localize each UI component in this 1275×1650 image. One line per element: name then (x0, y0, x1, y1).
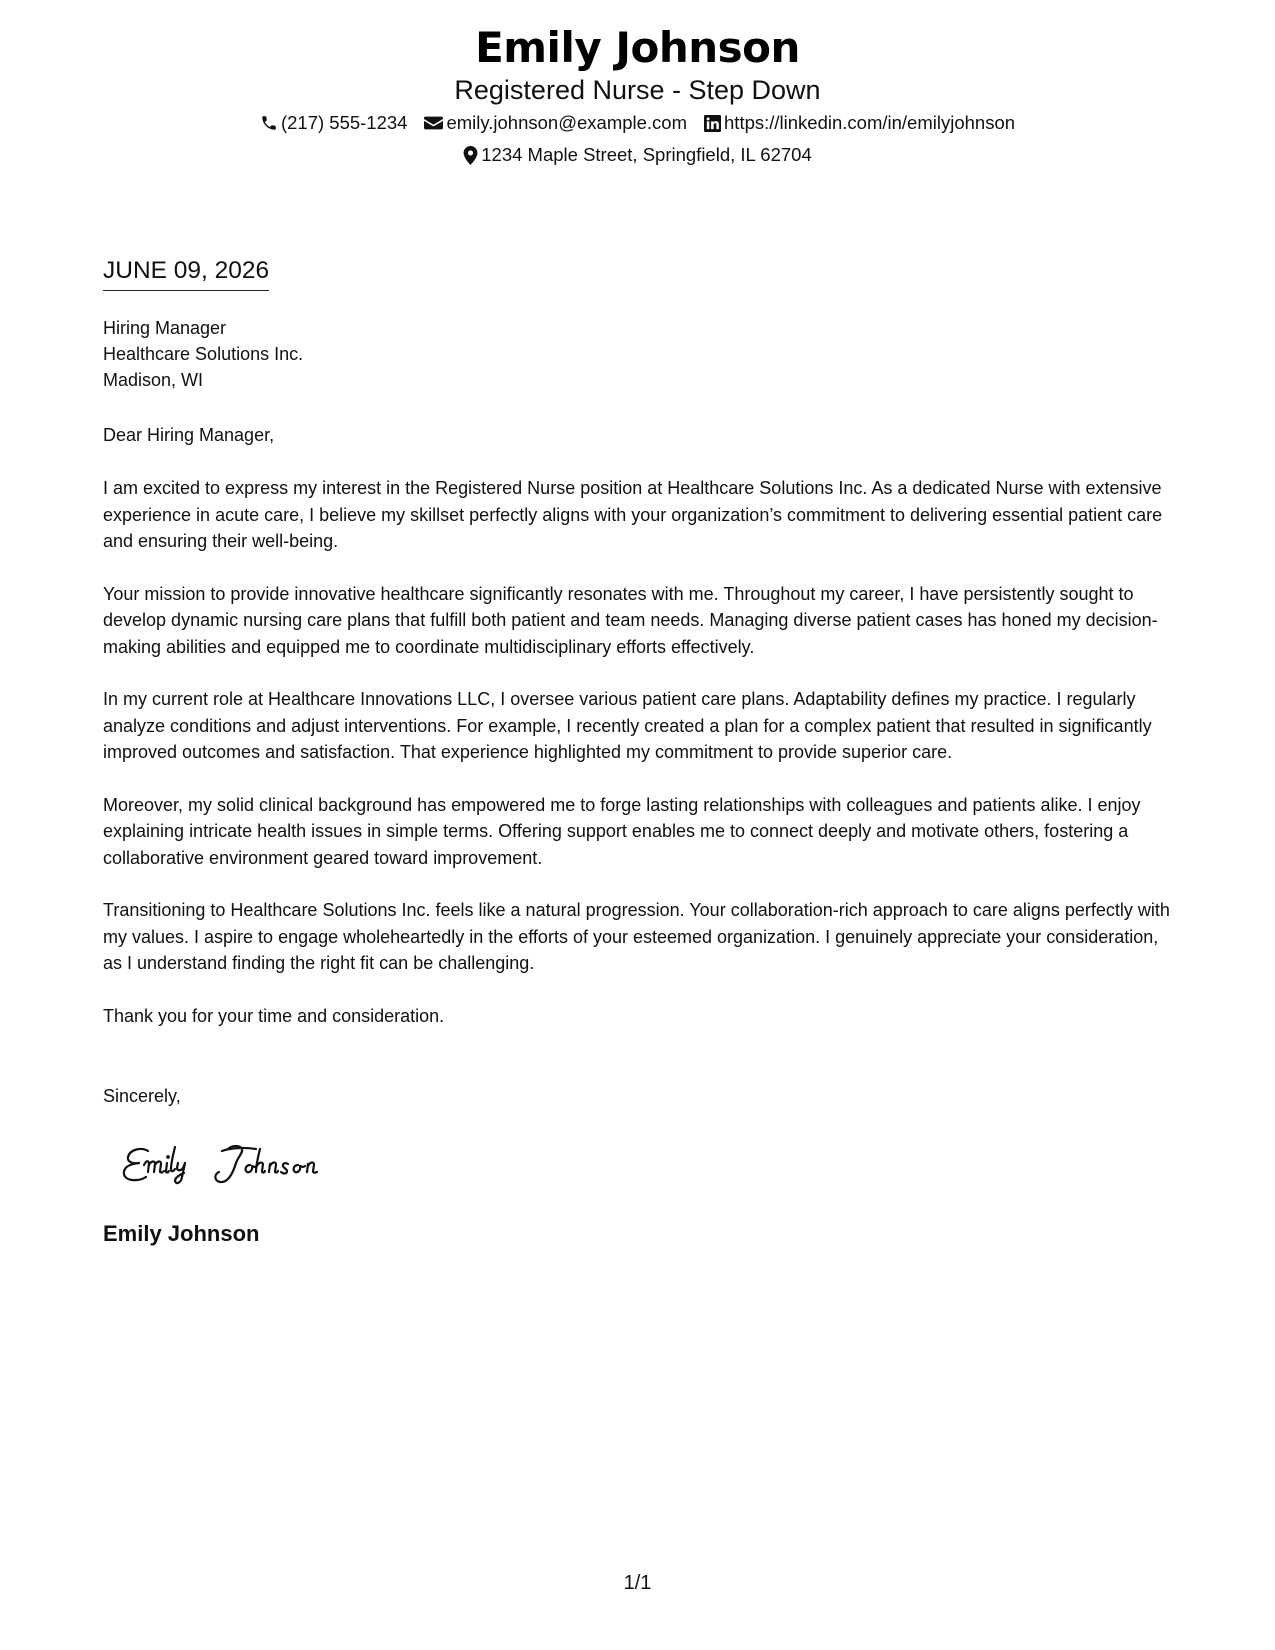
recipient-title: Hiring Manager (103, 318, 227, 338)
applicant-name: Emily Johnson (475, 23, 800, 72)
contact-address (463, 143, 811, 167)
body-paragraph: Your mission to provide innovative healthcare significantly resonates with me. Throughout my career, I have persistently sought to develop dynamic nursing care plans that fulfill both patient and team needs. Managing diverse patient cases has honed my decision-making abilities and equipped me to coordinate multidisciplinary efforts effectively. (103, 583, 1158, 657)
letter-body (103, 475, 1173, 1055)
contact-email[interactable] (424, 111, 687, 135)
recipient-block (103, 315, 303, 393)
letter-date: JUNE 09, 2026 (103, 256, 269, 291)
body-paragraph: Moreover, my solid clinical background has empowered me to forge lasting relationships with colleagues and patients alike. I enjoy explaining intricate health issues in simple terms. Offering support enables me to connect deeply and motivate others, fostering a collaborative environment geared toward improvement. (103, 794, 1141, 868)
phone-number: (217) 555-1234 (280, 112, 408, 133)
body-paragraph: In my current role at Healthcare Innovations LLC, I oversee various patient care plans. Adaptability defines my practice. I regularly analyze conditions and adjust interventions. For example, I recently created a plan for a complex patient that resulted in significantly improved outcomes and satisfaction. That experience highlighted my commitment to provide superior care. (103, 689, 1152, 762)
contact-phone (260, 111, 408, 135)
recipient-company: Healthcare Solutions Inc. (103, 344, 304, 364)
street-address: 1234 Maple Street, Springfield, IL 62704 (481, 144, 812, 165)
map-pin-icon (463, 146, 478, 165)
job-title: Registered Nurse - Step Down (454, 75, 821, 105)
contact-row (0, 111, 1275, 135)
linkedin-icon (704, 115, 721, 132)
handwritten-signature (118, 1135, 358, 1195)
signer-name: Emily Johnson (103, 1221, 260, 1246)
letter-header (0, 22, 1275, 167)
envelope-icon (424, 115, 443, 131)
page-number: 1/1 (623, 1572, 652, 1594)
contact-linkedin[interactable] (704, 111, 1015, 135)
address-row (0, 143, 1275, 167)
body-paragraph: Transitioning to Healthcare Solutions Inc. feels like a natural progression. Your collaboration-rich approach to care aligns perfectly with my values. I aspire to engage wholeheartedly in the efforts of your esteemed organization. I genuinely appreciate your consideration, as I understand finding the right fit can be challenging. (103, 900, 1170, 973)
linkedin-url[interactable]: https://linkedin.com/in/emilyjohnson (724, 112, 1016, 133)
salutation: Dear Hiring Manager, (103, 425, 275, 445)
closing: Sincerely, (103, 1086, 181, 1106)
body-paragraph: I am excited to express my interest in the Registered Nurse position at Healthcare Solutions Inc. As a dedicated Nurse with extensive experience in acute care, I believe my skillset perfectly aligns with your organization’s commitment to delivering essential patient care and ensuring their well-being. (103, 478, 1163, 551)
thank-you-line: Thank you for your time and consideration. (103, 1005, 445, 1026)
recipient-location: Madison, WI (103, 370, 204, 390)
email-address[interactable]: emily.johnson@example.com (446, 112, 688, 133)
phone-icon (260, 114, 278, 132)
